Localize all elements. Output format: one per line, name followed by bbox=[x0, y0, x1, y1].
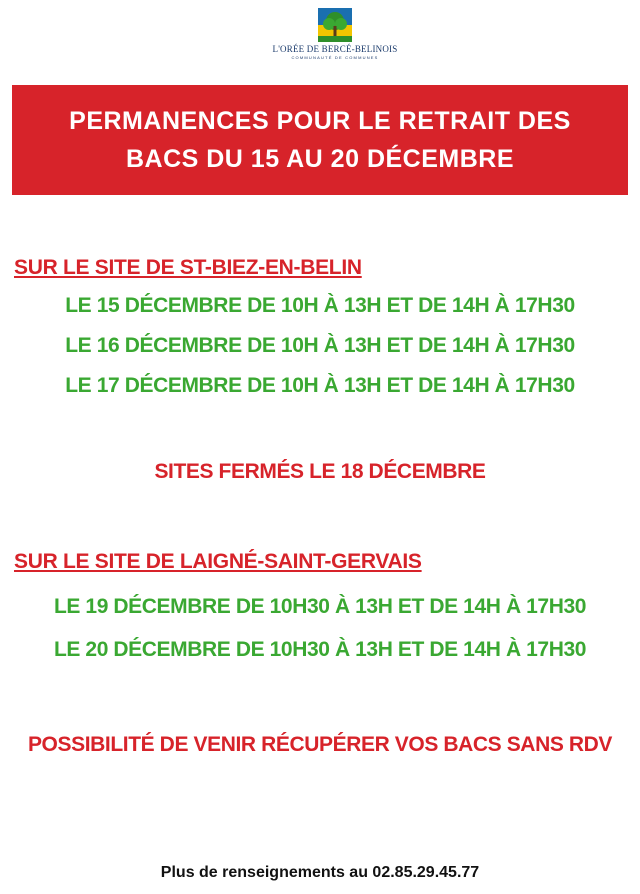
banner-line-2: BACS DU 15 AU 20 DÉCEMBRE bbox=[125, 145, 515, 173]
title-banner bbox=[12, 85, 628, 195]
logo bbox=[270, 8, 400, 70]
logo-subtitle: COMMUNAUTÉ DE COMMUNES bbox=[291, 55, 379, 60]
logo-name: L'ORÉE DE BERCÉ-BELINOIS bbox=[272, 44, 398, 54]
tree-logo-icon bbox=[318, 8, 352, 42]
site1-schedule-line: LE 17 DÉCEMBRE DE 10H À 13H ET DE 14H À 17H30 bbox=[65, 374, 575, 397]
no-appointment-note: POSSIBILITÉ DE VENIR RÉCUPÉRER VOS BACS SANS RDV bbox=[27, 733, 613, 756]
site2-schedule-line: LE 20 DÉCEMBRE DE 10H30 À 13H ET DE 14H À 17H30 bbox=[53, 638, 587, 661]
site2-heading: SUR LE SITE DE LAIGNÉ-SAINT-GERVAIS bbox=[14, 550, 422, 573]
site2-schedule-line: LE 19 DÉCEMBRE DE 10H30 À 13H ET DE 14H À 17H30 bbox=[53, 595, 587, 618]
site1-heading: SUR LE SITE DE ST-BIEZ-EN-BELIN bbox=[14, 256, 362, 279]
closed-notice: SITES FERMÉS LE 18 DÉCEMBRE bbox=[154, 460, 486, 483]
site1-schedule-line: LE 15 DÉCEMBRE DE 10H À 13H ET DE 14H À 17H30 bbox=[65, 294, 575, 317]
contact-footer: Plus de renseignements au 02.85.29.45.77 bbox=[160, 864, 480, 881]
banner-line-1: PERMANENCES POUR LE RETRAIT DES bbox=[69, 107, 571, 135]
site1-schedule-line: LE 16 DÉCEMBRE DE 10H À 13H ET DE 14H À 17H30 bbox=[65, 334, 575, 357]
